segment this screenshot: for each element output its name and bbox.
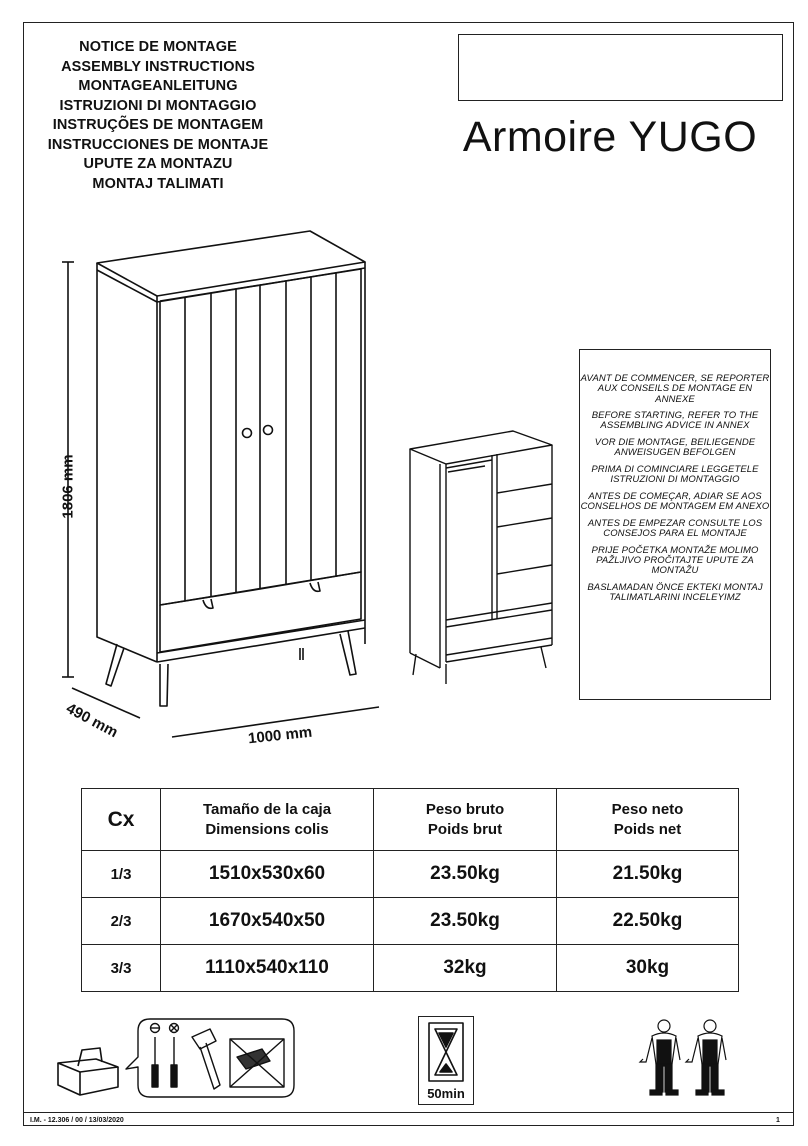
advice-text: AVANT DE COMMENCER, SE REPORTER AUX CONSEILS DE MONTAGE EN ANNEXE (580, 373, 770, 405)
cell-cx: 1/3 (82, 851, 161, 898)
package-table (81, 788, 739, 992)
advice-text: ANTES DE EMPEZAR CONSULTE LOS CONSEJOS PARA EL MONTAJE (587, 517, 763, 540)
advice-text: PRIMA DI COMINCIARE LEGGETELE ISTRUZIONI DI MONTAGGIO (591, 463, 759, 486)
cell-gross: 23.50kg (374, 851, 557, 898)
cell-net: 21.50kg (557, 851, 739, 898)
header-gross-weight (374, 789, 557, 851)
title-line: ISTRUZIONI DI MONTAGGIO (59, 97, 257, 114)
title-line: MONTAGEANLEITUNG (78, 78, 238, 94)
title-line: NOTICE DE MONTAGE (79, 39, 237, 55)
toolbox-icon (52, 1045, 124, 1100)
footer-divider (23, 1112, 794, 1113)
title-line: UPUTE ZA MONTAZU (83, 156, 233, 172)
cell-cx: 2/3 (82, 898, 161, 945)
header-text: Poids brut (427, 820, 503, 838)
title-line: ASSEMBLY INSTRUCTIONS (61, 58, 255, 75)
table-header-row (82, 789, 739, 851)
advice-text: BASLAMADAN ÖNCE EKTEKI MONTAJ TALIMATLARINI INCELEYIMZ (587, 581, 763, 604)
table-row (82, 851, 739, 898)
cell-gross: 32kg (374, 945, 557, 992)
depth-dimension: 490 mm (63, 699, 121, 742)
header-net-weight (557, 789, 739, 851)
tools-bubble (122, 1015, 302, 1101)
height-dimension: 1806 mm (59, 454, 77, 519)
cell-net: 22.50kg (557, 898, 739, 945)
advice-text: VOR DIE MONTAGE, BEILIEGENDE ANWEISUGEN BEFOLGEN (594, 437, 756, 459)
header-text: Dimensions colis (205, 820, 329, 838)
cell-size: 1670x540x50 (161, 898, 374, 945)
title-line: INSTRUCCIONES DE MONTAJE (47, 136, 269, 153)
advice-text: ANTES DE COMEÇAR, ADIAR SE AOS CONSELHOS DE MONTAGEM EM ANEXO (580, 490, 770, 513)
cell-net: 30kg (557, 945, 739, 992)
page-number: 1 (776, 1117, 780, 1124)
cell-cx: 3/3 (82, 945, 161, 992)
advice-text: BEFORE STARTING, REFER TO THE ASSEMBLING ADVICE IN ANNEX (591, 410, 759, 432)
table-row (82, 898, 739, 945)
hourglass-icon (424, 1020, 468, 1084)
header-text: Poids net (613, 820, 682, 838)
cell-size: 1510x530x60 (161, 851, 374, 898)
assembly-advice-box (579, 349, 771, 700)
cell-gross: 23.50kg (374, 898, 557, 945)
header-cx: Cx (82, 789, 161, 851)
header-text: Peso neto (611, 800, 684, 818)
title-line: MONTAJ TALIMATI (92, 175, 224, 192)
header-text: Tamaño de la caja (202, 800, 332, 818)
width-dimension: 1000 mm (247, 723, 313, 748)
table-row (82, 945, 739, 992)
assembly-time: 50min (427, 1086, 465, 1101)
two-persons-icon (640, 1018, 740, 1100)
header-box-size (161, 789, 374, 851)
title-line: INSTRUÇÕES DE MONTAGEM (52, 117, 264, 133)
advice-text: PRIJE POČETKA MONTAŽE MOLIMO PAŽLJIVO PROČITAJTE UPUTE ZA MONTAŽU (591, 544, 759, 577)
document-id: I.M. - 12.306 / 00 / 13/03/2020 (30, 1117, 124, 1124)
header-text: Peso bruto (425, 800, 505, 818)
cell-size: 1110x540x110 (161, 945, 374, 992)
product-title: Armoire YUGO (462, 113, 758, 161)
